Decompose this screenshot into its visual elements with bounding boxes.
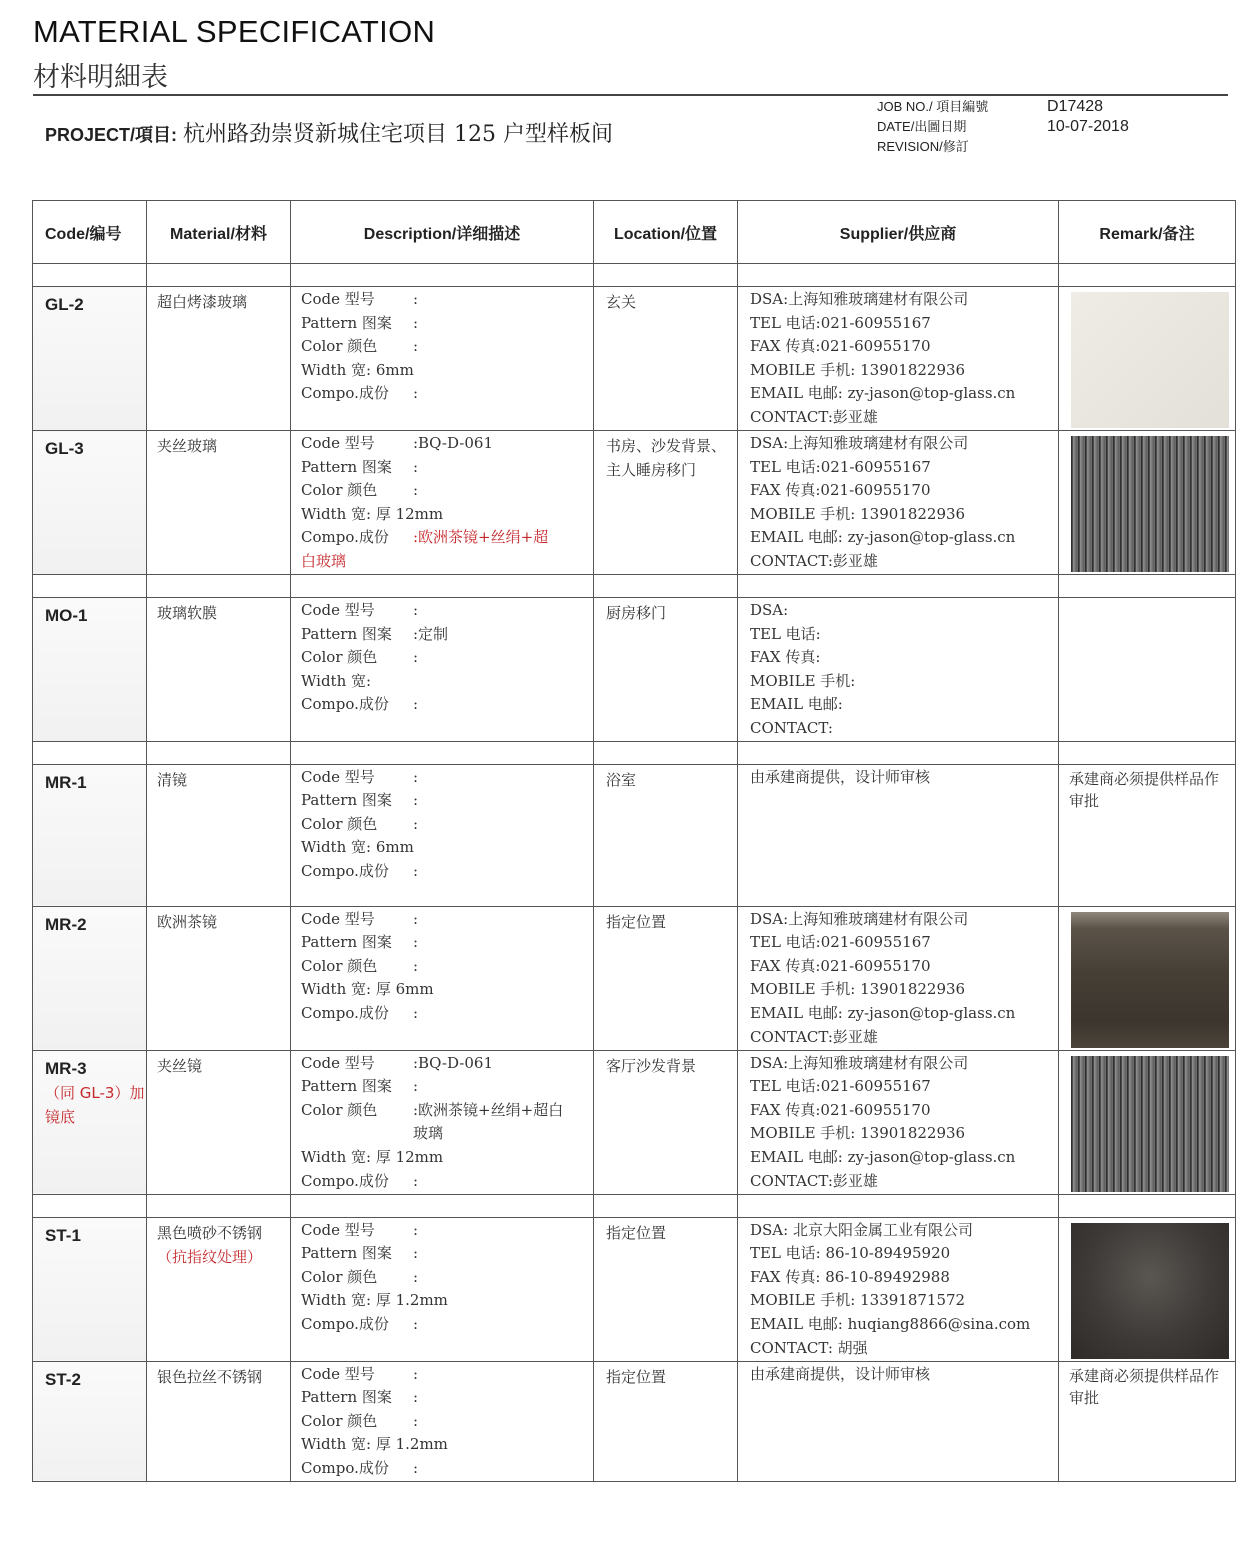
description-label: Color 颜色 (301, 956, 378, 975)
project-label: PROJECT/項目: (45, 125, 178, 145)
spacer-cell (147, 264, 291, 287)
supplier-line: TEL 电话:021-60955167 (750, 933, 931, 952)
description-value: : (413, 384, 419, 403)
description-line (301, 335, 589, 359)
supplier-line: MOBILE 手机: 13901822936 (750, 1124, 966, 1143)
col-header-code: Code/编号 (33, 201, 147, 264)
location-cell: 指定位置 (594, 1217, 738, 1361)
revision-label: REVISION/修訂 (877, 139, 969, 154)
description-line (301, 1433, 589, 1457)
material-name: 欧洲茶镜 (157, 912, 218, 931)
date-row (877, 117, 1129, 137)
description-line (301, 1242, 589, 1266)
description-value: : (413, 861, 419, 880)
table-body (33, 264, 1236, 1482)
supplier-line: EMAIL 电邮: zy-jason@top-glass.cn (750, 384, 1016, 403)
material-swatch-image (1071, 1056, 1229, 1192)
description-line (301, 766, 589, 790)
material-code: MR-2 (45, 914, 87, 934)
supplier-line: 由承建商提供，设计师审核 (750, 767, 931, 786)
description-line (301, 599, 589, 623)
supplier-cell (738, 906, 1059, 1050)
spacer-cell (147, 575, 291, 598)
supplier-line: MOBILE 手机: 13391871572 (750, 1291, 966, 1310)
description-value: :欧洲茶镜+丝绢+超 (413, 528, 549, 547)
description-line (301, 693, 589, 717)
description-label: Pattern 图案 (301, 933, 392, 952)
supplier-line: DSA: 北京大阳金属工业有限公司 (750, 1220, 973, 1239)
description-line (301, 931, 589, 955)
location-cell: 玄关 (594, 287, 738, 431)
spacer-cell (291, 741, 594, 764)
description-label: Pattern 图案 (301, 1388, 392, 1407)
description-line (301, 456, 589, 480)
location-cell: 厨房移门 (594, 598, 738, 742)
description-value: :BQ-D-061 (413, 434, 493, 452)
description-line (301, 1122, 589, 1146)
supplier-line: TEL 电话:021-60955167 (750, 313, 931, 332)
material-code: ST-1 (45, 1225, 81, 1245)
description-value: : (413, 791, 419, 810)
spacer-cell (738, 741, 1059, 764)
description-label: Compo.成份 (301, 695, 389, 714)
title-divider (33, 94, 1228, 96)
code-note: （同 GL-3）加镜底 (45, 1083, 145, 1126)
description-label: Pattern 图案 (301, 1244, 392, 1263)
description-line (301, 503, 589, 527)
code-cell (33, 1361, 147, 1481)
description-value: : (413, 814, 419, 833)
description-cell (291, 1050, 594, 1194)
supplier-line: FAX 传真: (750, 648, 821, 667)
supplier-line: TEL 电话:021-60955167 (750, 457, 931, 476)
description-cell (291, 287, 594, 431)
col-header-description: Description/详细描述 (291, 201, 594, 264)
material-cell (147, 598, 291, 742)
supplier-line: MOBILE 手机: 13901822936 (750, 980, 966, 999)
description-line (301, 1386, 589, 1410)
description-line (301, 526, 589, 550)
supplier-line: EMAIL 电邮: zy-jason@top-glass.cn (750, 1003, 1016, 1022)
supplier-line: MOBILE 手机: (750, 671, 856, 690)
description-label: Pattern 图案 (301, 791, 392, 810)
remark-cell (1059, 598, 1236, 742)
material-name: 超白烤漆玻璃 (157, 293, 248, 311)
spacer-cell (291, 1194, 594, 1217)
description-value: : (413, 767, 419, 786)
spacer-cell (1059, 575, 1236, 598)
description-cell (291, 764, 594, 906)
spacer-row (33, 575, 1236, 598)
material-name: 夹丝镜 (157, 1056, 203, 1075)
material-name: 银色拉丝不锈钢 (157, 1367, 263, 1386)
description-label: Compo.成份 (301, 528, 389, 547)
supplier-line: FAX 传真:021-60955170 (750, 337, 931, 356)
spacer-cell (147, 741, 291, 764)
description-label: Color 颜色 (301, 1100, 378, 1119)
supplier-cell (738, 598, 1059, 742)
document-meta (877, 97, 1129, 157)
material-swatch-image (1071, 292, 1229, 428)
description-line (301, 550, 589, 574)
description-line (301, 1363, 589, 1387)
code-cell (33, 598, 147, 742)
supplier-line: DSA:上海知雅玻璃建材有限公司 (750, 909, 969, 928)
description-label: Code 型号 (301, 290, 375, 308)
project-line (45, 117, 613, 148)
description-line (301, 1457, 589, 1481)
description-line (301, 432, 589, 456)
material-spec-table (32, 200, 1236, 1482)
description-line (301, 860, 589, 884)
code-cell (33, 287, 147, 431)
code-cell (33, 906, 147, 1050)
description-label: Pattern 图案 (301, 457, 392, 476)
supplier-line: DSA:上海知雅玻璃建材有限公司 (750, 290, 969, 308)
material-cell (147, 1217, 291, 1361)
description-label: Color 颜色 (301, 648, 378, 667)
description-label: Compo.成份 (301, 1171, 389, 1190)
description-label: Width 宽: 厚 1.2mm (301, 1435, 448, 1454)
description-value: : (413, 1077, 419, 1096)
table-header-row (33, 201, 1236, 264)
spacer-cell (594, 264, 738, 287)
location-cell: 客厅沙发背景 (594, 1050, 738, 1194)
description-label: Color 颜色 (301, 481, 378, 500)
description-line (301, 955, 589, 979)
description-cell (291, 1361, 594, 1481)
description-line (301, 813, 589, 837)
material-cell (147, 431, 291, 575)
description-value: : (413, 648, 419, 667)
description-line (301, 479, 589, 503)
col-header-material: Material/材料 (147, 201, 291, 264)
remark-cell (1059, 1050, 1236, 1194)
description-line (301, 1146, 589, 1170)
material-code: ST-2 (45, 1369, 81, 1389)
supplier-line: CONTACT:彭亚雄 (750, 551, 878, 570)
description-label: Pattern 图案 (301, 624, 392, 643)
description-label: Code 型号 (301, 1053, 375, 1072)
remark-text: 承建商必须提供样品作审批 (1069, 769, 1220, 810)
table-row (33, 906, 1236, 1050)
code-cell (33, 431, 147, 575)
remark-cell (1059, 431, 1236, 575)
description-label: Width 宽: 6mm (301, 360, 414, 379)
description-label: Code 型号 (301, 767, 375, 786)
code-cell (33, 1050, 147, 1194)
description-label: Pattern 图案 (301, 313, 392, 332)
remark-cell (1059, 1361, 1236, 1481)
project-value: 杭州路劲崇贤新城住宅项目 125 户型样板间 (183, 122, 613, 147)
supplier-line: EMAIL 电邮: zy-jason@top-glass.cn (750, 528, 1016, 547)
description-value: :BQ-D-061 (413, 1053, 493, 1072)
description-label: Width 宽: 厚 12mm (301, 1147, 444, 1166)
description-label: Width 宽: 厚 1.2mm (301, 1291, 448, 1310)
supplier-cell (738, 764, 1059, 906)
material-cell (147, 764, 291, 906)
description-label: Compo.成份 (301, 861, 389, 880)
material-swatch-image (1071, 436, 1229, 572)
table-row (33, 287, 1236, 431)
material-cell (147, 1050, 291, 1194)
table-row (33, 431, 1236, 575)
date-label: DATE/出圖日期 (877, 119, 967, 134)
material-code: GL-2 (45, 295, 84, 314)
spacer-cell (594, 575, 738, 598)
supplier-line: EMAIL 电邮: (750, 695, 843, 714)
material-cell (147, 906, 291, 1050)
supplier-line: TEL 电话:021-60955167 (750, 1077, 931, 1096)
description-line (301, 1170, 589, 1194)
supplier-line: MOBILE 手机: 13901822936 (750, 504, 966, 523)
description-line (301, 1052, 589, 1076)
description-value: : (413, 1364, 419, 1383)
description-cell (291, 1217, 594, 1361)
table-row (33, 764, 1236, 906)
spacer-row (33, 264, 1236, 287)
description-value: : (413, 601, 419, 619)
location-cell: 书房、沙发背景、主人睡房移门 (594, 431, 738, 575)
spacer-cell (1059, 264, 1236, 287)
description-line (301, 1266, 589, 1290)
material-note: （抗指纹处理） (157, 1247, 263, 1266)
supplier-cell (738, 287, 1059, 431)
description-line (301, 1313, 589, 1337)
description-cell (291, 598, 594, 742)
spacer-cell (738, 1194, 1059, 1217)
spacer-cell (291, 264, 594, 287)
supplier-line: CONTACT:彭亚雄 (750, 407, 878, 426)
material-name: 玻璃软膜 (157, 604, 218, 622)
supplier-line: CONTACT:彭亚雄 (750, 1027, 878, 1046)
description-value: : (413, 1314, 419, 1333)
description-value: :定制 (413, 624, 449, 643)
location-cell: 指定位置 (594, 906, 738, 1050)
description-line (301, 836, 589, 860)
description-line (301, 646, 589, 670)
description-label: Code 型号 (301, 1220, 375, 1239)
remark-cell (1059, 287, 1236, 431)
description-label: Width 宽: 6mm (301, 838, 414, 857)
col-header-remark: Remark/备注 (1059, 201, 1236, 264)
description-label: Compo.成份 (301, 1003, 389, 1022)
material-swatch-image (1071, 1223, 1229, 1359)
supplier-line: FAX 传真:021-60955170 (750, 1100, 931, 1119)
remark-cell (1059, 1217, 1236, 1361)
description-line (301, 312, 589, 336)
description-value: : (413, 695, 419, 714)
description-value: : (413, 956, 419, 975)
code-cell (33, 1217, 147, 1361)
description-line (301, 1002, 589, 1026)
supplier-line: CONTACT: 胡强 (750, 1338, 868, 1357)
table-row (33, 1050, 1236, 1194)
description-label: Compo.成份 (301, 384, 389, 403)
description-value: : (413, 1267, 419, 1286)
spacer-cell (1059, 1194, 1236, 1217)
col-header-location: Location/位置 (594, 201, 738, 264)
description-value: : (413, 933, 419, 952)
description-label: Color 颜色 (301, 337, 378, 356)
location-cell: 指定位置 (594, 1361, 738, 1481)
supplier-cell (738, 431, 1059, 575)
description-value: : (413, 909, 419, 928)
description-line (301, 1219, 589, 1243)
job-value: D17428 (1047, 98, 1104, 115)
description-cell (291, 906, 594, 1050)
description-label: Compo.成份 (301, 1458, 389, 1477)
description-line (301, 1289, 589, 1313)
description-label: Code 型号 (301, 601, 375, 619)
supplier-line: FAX 传真:021-60955170 (750, 481, 931, 500)
description-label: Pattern 图案 (301, 1077, 392, 1096)
date-value: 10-07-2018 (1047, 118, 1129, 135)
supplier-line: TEL 电话: (750, 624, 821, 643)
description-line (301, 1099, 589, 1143)
description-value: : (413, 481, 419, 500)
material-name: 清镜 (157, 770, 188, 789)
col-header-supplier: Supplier/供应商 (738, 201, 1059, 264)
supplier-line: DSA:上海知雅玻璃建材有限公司 (750, 1053, 969, 1072)
description-value: : (413, 1003, 419, 1022)
description-line (301, 623, 589, 647)
description-label: Color 颜色 (301, 1411, 378, 1430)
description-line (301, 359, 589, 383)
description-value: : (413, 1171, 419, 1190)
description-line (301, 288, 589, 312)
description-line (301, 908, 589, 932)
description-line (301, 382, 589, 406)
supplier-line: TEL 电话: 86-10-89495920 (750, 1244, 951, 1263)
supplier-line: DSA:上海知雅玻璃建材有限公司 (750, 434, 969, 452)
spacer-cell (594, 741, 738, 764)
description-value: : (413, 1220, 419, 1239)
supplier-line: FAX 传真: 86-10-89492988 (750, 1267, 950, 1286)
description-value: : (413, 1388, 419, 1407)
supplier-cell (738, 1050, 1059, 1194)
spacer-row (33, 1194, 1236, 1217)
description-value: :欧洲茶镜+丝绢+超白玻璃 (413, 1100, 564, 1143)
job-row (877, 97, 1104, 117)
material-code: MR-3 (45, 1058, 87, 1078)
supplier-line: EMAIL 电邮: huqiang8866@sina.com (750, 1314, 1031, 1333)
job-label: JOB NO./ 項目編號 (877, 99, 989, 114)
page-title-cn: 材料明細表 (33, 62, 168, 93)
spacer-cell (291, 575, 594, 598)
revision-row (877, 137, 988, 157)
description-label: Compo.成份 (301, 1314, 389, 1333)
page-title-en: MATERIAL SPECIFICATION (33, 14, 436, 49)
supplier-cell (738, 1361, 1059, 1481)
remark-cell (1059, 764, 1236, 906)
supplier-line: CONTACT:彭亚雄 (750, 1171, 878, 1190)
spacer-cell (594, 1194, 738, 1217)
spacer-cell (147, 1194, 291, 1217)
location-cell: 浴室 (594, 764, 738, 906)
material-name: 夹丝玻璃 (157, 437, 218, 455)
description-value: : (413, 313, 419, 332)
spacer-cell (33, 741, 147, 764)
spacer-cell (1059, 741, 1236, 764)
supplier-line: CONTACT: (750, 718, 833, 737)
description-label: Width 宽: (301, 671, 372, 690)
description-line (301, 789, 589, 813)
spacer-cell (33, 575, 147, 598)
supplier-cell (738, 1217, 1059, 1361)
description-label: Code 型号 (301, 909, 375, 928)
description-line (301, 1075, 589, 1099)
material-cell (147, 287, 291, 431)
remark-text: 承建商必须提供样品作审批 (1069, 1366, 1220, 1407)
table-row (33, 1217, 1236, 1361)
material-code: MR-1 (45, 772, 87, 792)
spacer-row (33, 741, 1236, 764)
remark-cell (1059, 906, 1236, 1050)
supplier-line: DSA: (750, 601, 789, 619)
table-row (33, 598, 1236, 742)
supplier-line: EMAIL 电邮: zy-jason@top-glass.cn (750, 1147, 1016, 1166)
spacer-cell (738, 264, 1059, 287)
description-line (301, 670, 589, 694)
description-value: : (413, 457, 419, 476)
spacer-cell (33, 264, 147, 287)
description-line (301, 978, 589, 1002)
description-label: Color 颜色 (301, 814, 378, 833)
description-value: : (413, 1244, 419, 1263)
description-label: Code 型号 (301, 434, 375, 452)
material-code: MO-1 (45, 606, 88, 625)
description-label: Width 宽: 厚 6mm (301, 980, 434, 999)
description-label: 白玻璃 (301, 551, 347, 570)
supplier-line: FAX 传真:021-60955170 (750, 956, 931, 975)
spacer-cell (33, 1194, 147, 1217)
description-value: : (413, 1458, 419, 1477)
code-cell (33, 764, 147, 906)
description-label: Width 宽: 厚 12mm (301, 504, 444, 523)
material-cell (147, 1361, 291, 1481)
table-row (33, 1361, 1236, 1481)
supplier-line: MOBILE 手机: 13901822936 (750, 360, 966, 379)
material-swatch-image (1071, 912, 1229, 1048)
supplier-line: 由承建商提供，设计师审核 (750, 1364, 931, 1383)
material-code: GL-3 (45, 439, 84, 458)
description-value: : (413, 290, 419, 308)
description-label: Color 颜色 (301, 1267, 378, 1286)
description-value: : (413, 337, 419, 356)
description-value: : (413, 1411, 419, 1430)
description-cell (291, 431, 594, 575)
spacer-cell (738, 575, 1059, 598)
description-line (301, 1410, 589, 1434)
description-label: Code 型号 (301, 1364, 375, 1383)
material-name: 黑色喷砂不锈钢 (157, 1223, 263, 1242)
